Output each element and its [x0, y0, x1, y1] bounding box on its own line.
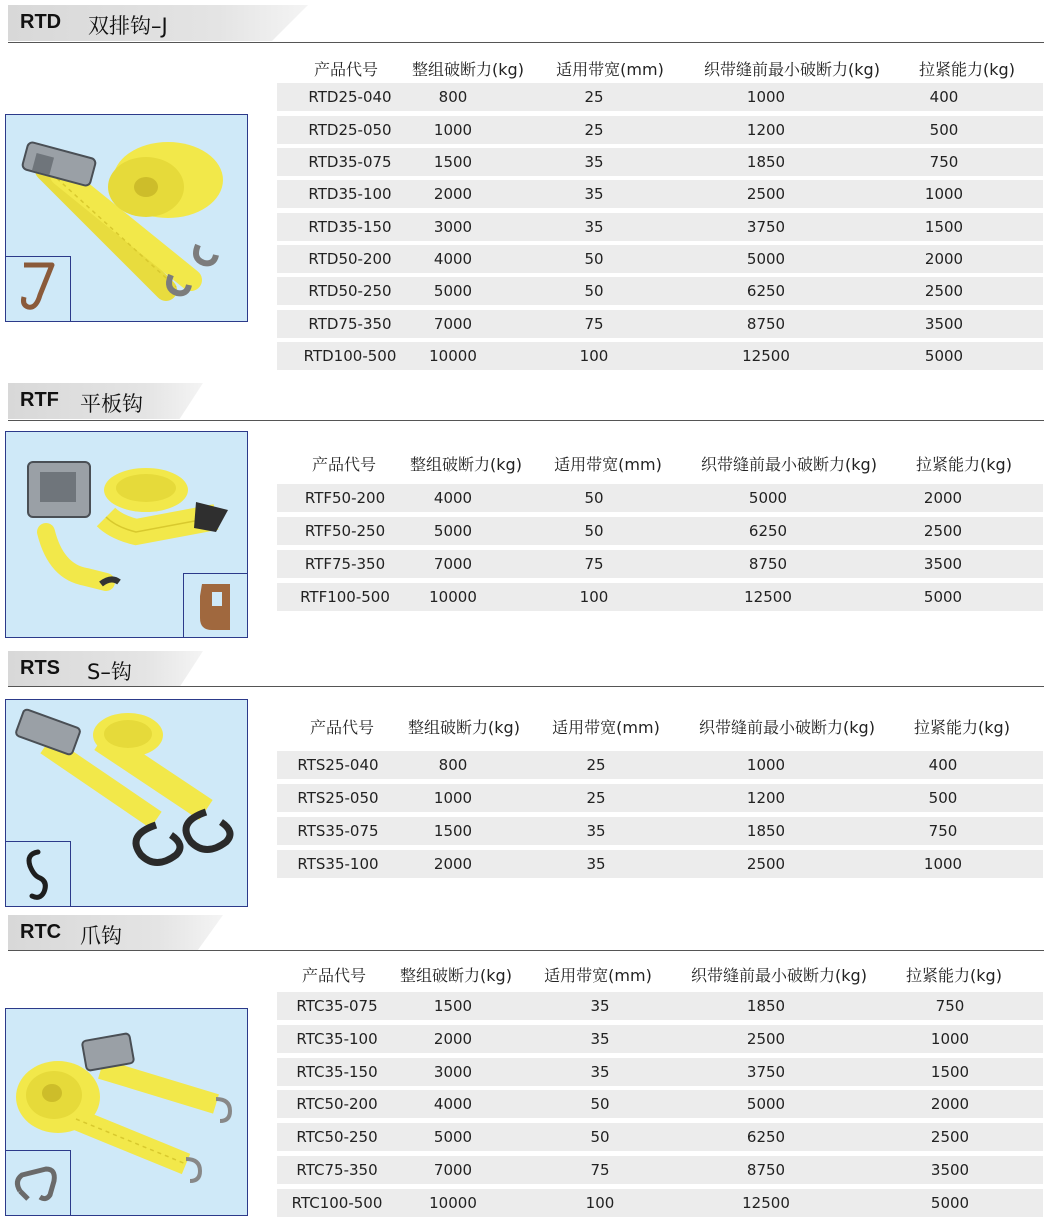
table-row [277, 817, 1043, 845]
cell-tension-capacity: 750 [928, 822, 958, 840]
section-divider [8, 950, 1044, 951]
section-code: RTS [20, 657, 60, 679]
cell-code: RTS35-100 [297, 855, 379, 873]
cell-breaking-force: 5000 [433, 522, 473, 540]
cell-strap-width: 75 [590, 1161, 610, 1179]
table-row [277, 310, 1043, 338]
cell-strap-width: 35 [584, 218, 604, 236]
cell-code: RTC35-150 [296, 1063, 378, 1081]
section-name: 双排钩–J [88, 14, 168, 38]
section-name: 平板钩 [80, 392, 143, 416]
cell-min-breaking-force: 5000 [746, 1095, 786, 1113]
flat-hook-icon [184, 574, 247, 637]
cell-strap-width: 75 [584, 555, 604, 573]
cell-tension-capacity: 750 [935, 997, 965, 1015]
table-row [277, 751, 1043, 779]
cell-tension-capacity: 5000 [930, 1194, 970, 1212]
cell-tension-capacity: 2500 [930, 1128, 970, 1146]
col-header-min-breaking-force: 织带缝前最小破断力(kg) [704, 60, 880, 79]
cell-breaking-force: 5000 [433, 282, 473, 300]
cell-breaking-force: 7000 [433, 315, 473, 333]
cell-min-breaking-force: 3750 [746, 1063, 786, 1081]
table-row [277, 83, 1043, 111]
cell-tension-capacity: 3500 [924, 315, 964, 333]
cell-breaking-force: 4000 [433, 489, 473, 507]
table-row [277, 116, 1043, 144]
cell-strap-width: 35 [590, 1063, 610, 1081]
hook-inset [5, 1150, 71, 1216]
hook-inset [5, 256, 71, 322]
table-row [277, 583, 1043, 611]
section-code: RTD [20, 11, 62, 33]
table-row [277, 1058, 1043, 1086]
cell-strap-width: 100 [579, 347, 609, 365]
table-row [277, 550, 1043, 578]
col-header-breaking-force: 整组破断力(kg) [412, 60, 524, 79]
cell-tension-capacity: 5000 [924, 347, 964, 365]
col-header-code: 产品代号 [311, 455, 377, 474]
cell-code: RTS25-050 [297, 789, 379, 807]
cell-strap-width: 25 [586, 789, 606, 807]
cell-code: RTS25-040 [297, 756, 379, 774]
cell-min-breaking-force: 8750 [748, 555, 788, 573]
section-code: RTF [20, 389, 59, 411]
cell-min-breaking-force: 1850 [746, 153, 786, 171]
cell-code: RTC100-500 [291, 1194, 383, 1212]
cell-breaking-force: 800 [438, 88, 468, 106]
section-name: 爪钩 [80, 924, 122, 948]
table-row [277, 277, 1043, 305]
section-rtd [0, 5, 1048, 377]
cell-strap-width: 35 [586, 822, 606, 840]
table-row [277, 992, 1043, 1020]
col-header-breaking-force: 整组破断力(kg) [408, 718, 520, 737]
cell-min-breaking-force: 6250 [746, 282, 786, 300]
cell-breaking-force: 7000 [433, 1161, 473, 1179]
cell-code: RTD50-200 [308, 250, 392, 268]
cell-strap-width: 25 [584, 121, 604, 139]
cell-min-breaking-force: 8750 [746, 315, 786, 333]
cell-strap-width: 35 [586, 855, 606, 873]
cell-breaking-force: 10000 [429, 1194, 477, 1212]
cell-tension-capacity: 5000 [923, 588, 963, 606]
cell-min-breaking-force: 5000 [748, 489, 788, 507]
j-hook-icon [6, 257, 70, 321]
table-row [277, 1189, 1043, 1217]
table-row [277, 517, 1043, 545]
cell-tension-capacity: 500 [929, 121, 959, 139]
cell-min-breaking-force: 6250 [748, 522, 788, 540]
cell-min-breaking-force: 8750 [746, 1161, 786, 1179]
cell-breaking-force: 1500 [433, 822, 473, 840]
hook-inset [183, 573, 248, 638]
section-rtf [0, 383, 1048, 638]
cell-strap-width: 50 [590, 1128, 610, 1146]
cell-breaking-force: 2000 [433, 185, 473, 203]
col-header-code: 产品代号 [313, 60, 379, 79]
table-row [277, 180, 1043, 208]
cell-code: RTC35-100 [296, 1030, 378, 1048]
cell-code: RTC50-200 [296, 1095, 378, 1113]
table-row [277, 484, 1043, 512]
col-header-tension-capacity: 拉紧能力(kg) [916, 455, 1012, 474]
col-header-code: 产品代号 [301, 966, 367, 985]
cell-strap-width: 75 [584, 315, 604, 333]
cell-strap-width: 100 [579, 588, 609, 606]
hook-inset [5, 841, 71, 907]
cell-tension-capacity: 2000 [930, 1095, 970, 1113]
cell-code: RTF100-500 [300, 588, 390, 606]
cell-tension-capacity: 750 [929, 153, 959, 171]
table-row [277, 245, 1043, 273]
cell-min-breaking-force: 2500 [746, 185, 786, 203]
cell-tension-capacity: 400 [929, 88, 959, 106]
cell-code: RTC35-075 [296, 997, 378, 1015]
section-rts [0, 651, 1048, 907]
cell-tension-capacity: 2000 [923, 489, 963, 507]
cell-min-breaking-force: 3750 [746, 218, 786, 236]
cell-breaking-force: 4000 [433, 1095, 473, 1113]
col-header-breaking-force: 整组破断力(kg) [410, 455, 522, 474]
cell-breaking-force: 1000 [433, 121, 473, 139]
table-row [277, 1123, 1043, 1151]
table-row [277, 148, 1043, 176]
cell-breaking-force: 3000 [433, 1063, 473, 1081]
cell-tension-capacity: 1000 [924, 185, 964, 203]
section-divider [8, 420, 1044, 421]
cell-min-breaking-force: 1000 [746, 88, 786, 106]
cell-code: RTF50-200 [304, 489, 386, 507]
cell-tension-capacity: 2000 [924, 250, 964, 268]
cell-code: RTD75-350 [308, 315, 392, 333]
product-photo-rts [5, 699, 248, 907]
cell-strap-width: 35 [590, 997, 610, 1015]
cell-breaking-force: 7000 [433, 555, 473, 573]
cell-min-breaking-force: 1850 [746, 822, 786, 840]
cell-breaking-force: 4000 [433, 250, 473, 268]
col-header-strap-width: 适用带宽(mm) [556, 60, 664, 79]
section-rtc [0, 915, 1048, 1221]
table-row [277, 784, 1043, 812]
cell-breaking-force: 5000 [433, 1128, 473, 1146]
cell-breaking-force: 2000 [433, 1030, 473, 1048]
cell-code: RTD50-250 [308, 282, 392, 300]
cell-strap-width: 35 [584, 185, 604, 203]
cell-tension-capacity: 1500 [924, 218, 964, 236]
cell-code: RTC75-350 [296, 1161, 378, 1179]
section-code: RTC [20, 921, 62, 943]
col-header-strap-width: 适用带宽(mm) [554, 455, 662, 474]
cell-min-breaking-force: 1200 [746, 789, 786, 807]
cell-code: RTF50-250 [304, 522, 386, 540]
cell-strap-width: 50 [584, 282, 604, 300]
cell-tension-capacity: 400 [928, 756, 958, 774]
cell-min-breaking-force: 1000 [746, 756, 786, 774]
cell-tension-capacity: 3500 [923, 555, 963, 573]
cell-tension-capacity: 1500 [930, 1063, 970, 1081]
cell-breaking-force: 2000 [433, 855, 473, 873]
col-header-min-breaking-force: 织带缝前最小破断力(kg) [701, 455, 877, 474]
col-header-tension-capacity: 拉紧能力(kg) [906, 966, 1002, 985]
cell-breaking-force: 10000 [429, 347, 477, 365]
product-photo-rtf [5, 431, 248, 638]
claw-hook-icon [6, 1151, 70, 1215]
cell-strap-width: 50 [590, 1095, 610, 1113]
cell-tension-capacity: 500 [928, 789, 958, 807]
cell-strap-width: 100 [585, 1194, 615, 1212]
section-divider [8, 42, 1044, 43]
product-photo-rtd [5, 114, 248, 322]
cell-tension-capacity: 2500 [924, 282, 964, 300]
col-header-code: 产品代号 [309, 718, 375, 737]
cell-min-breaking-force: 12500 [742, 1194, 790, 1212]
section-divider [8, 686, 1044, 687]
cell-code: RTS35-075 [297, 822, 379, 840]
cell-breaking-force: 3000 [433, 218, 473, 236]
cell-code: RTC50-250 [296, 1128, 378, 1146]
cell-code: RTD35-150 [308, 218, 392, 236]
cell-tension-capacity: 1000 [923, 855, 963, 873]
cell-min-breaking-force: 2500 [746, 1030, 786, 1048]
product-photo-rtc [5, 1008, 248, 1216]
s-hook-icon [6, 842, 70, 906]
cell-code: RTD35-075 [308, 153, 392, 171]
cell-strap-width: 50 [584, 489, 604, 507]
cell-strap-width: 50 [584, 522, 604, 540]
cell-min-breaking-force: 5000 [746, 250, 786, 268]
col-header-breaking-force: 整组破断力(kg) [400, 966, 512, 985]
cell-min-breaking-force: 2500 [746, 855, 786, 873]
cell-tension-capacity: 1000 [930, 1030, 970, 1048]
cell-strap-width: 35 [584, 153, 604, 171]
col-header-min-breaking-force: 织带缝前最小破断力(kg) [691, 966, 867, 985]
cell-breaking-force: 1500 [433, 153, 473, 171]
cell-tension-capacity: 2500 [923, 522, 963, 540]
cell-strap-width: 25 [584, 88, 604, 106]
cell-code: RTD25-040 [308, 88, 392, 106]
section-name: S–钩 [87, 660, 132, 684]
col-header-tension-capacity: 拉紧能力(kg) [914, 718, 1010, 737]
cell-code: RTD25-050 [308, 121, 392, 139]
cell-breaking-force: 10000 [429, 588, 477, 606]
col-header-min-breaking-force: 织带缝前最小破断力(kg) [699, 718, 875, 737]
cell-min-breaking-force: 1200 [746, 121, 786, 139]
cell-breaking-force: 800 [438, 756, 468, 774]
cell-min-breaking-force: 1850 [746, 997, 786, 1015]
table-row [277, 1025, 1043, 1053]
col-header-strap-width: 适用带宽(mm) [552, 718, 660, 737]
table-row [277, 213, 1043, 241]
table-row [277, 342, 1043, 370]
cell-strap-width: 50 [584, 250, 604, 268]
col-header-tension-capacity: 拉紧能力(kg) [919, 60, 1015, 79]
cell-breaking-force: 1500 [433, 997, 473, 1015]
cell-strap-width: 35 [590, 1030, 610, 1048]
cell-min-breaking-force: 12500 [742, 347, 790, 365]
table-row [277, 1090, 1043, 1118]
cell-code: RTD100-500 [303, 347, 397, 365]
cell-code: RTD35-100 [308, 185, 392, 203]
table-row [277, 1156, 1043, 1184]
cell-min-breaking-force: 12500 [744, 588, 792, 606]
cell-strap-width: 25 [586, 756, 606, 774]
cell-breaking-force: 1000 [433, 789, 473, 807]
cell-tension-capacity: 3500 [930, 1161, 970, 1179]
cell-min-breaking-force: 6250 [746, 1128, 786, 1146]
table-row [277, 850, 1043, 878]
col-header-strap-width: 适用带宽(mm) [544, 966, 652, 985]
cell-code: RTF75-350 [304, 555, 386, 573]
